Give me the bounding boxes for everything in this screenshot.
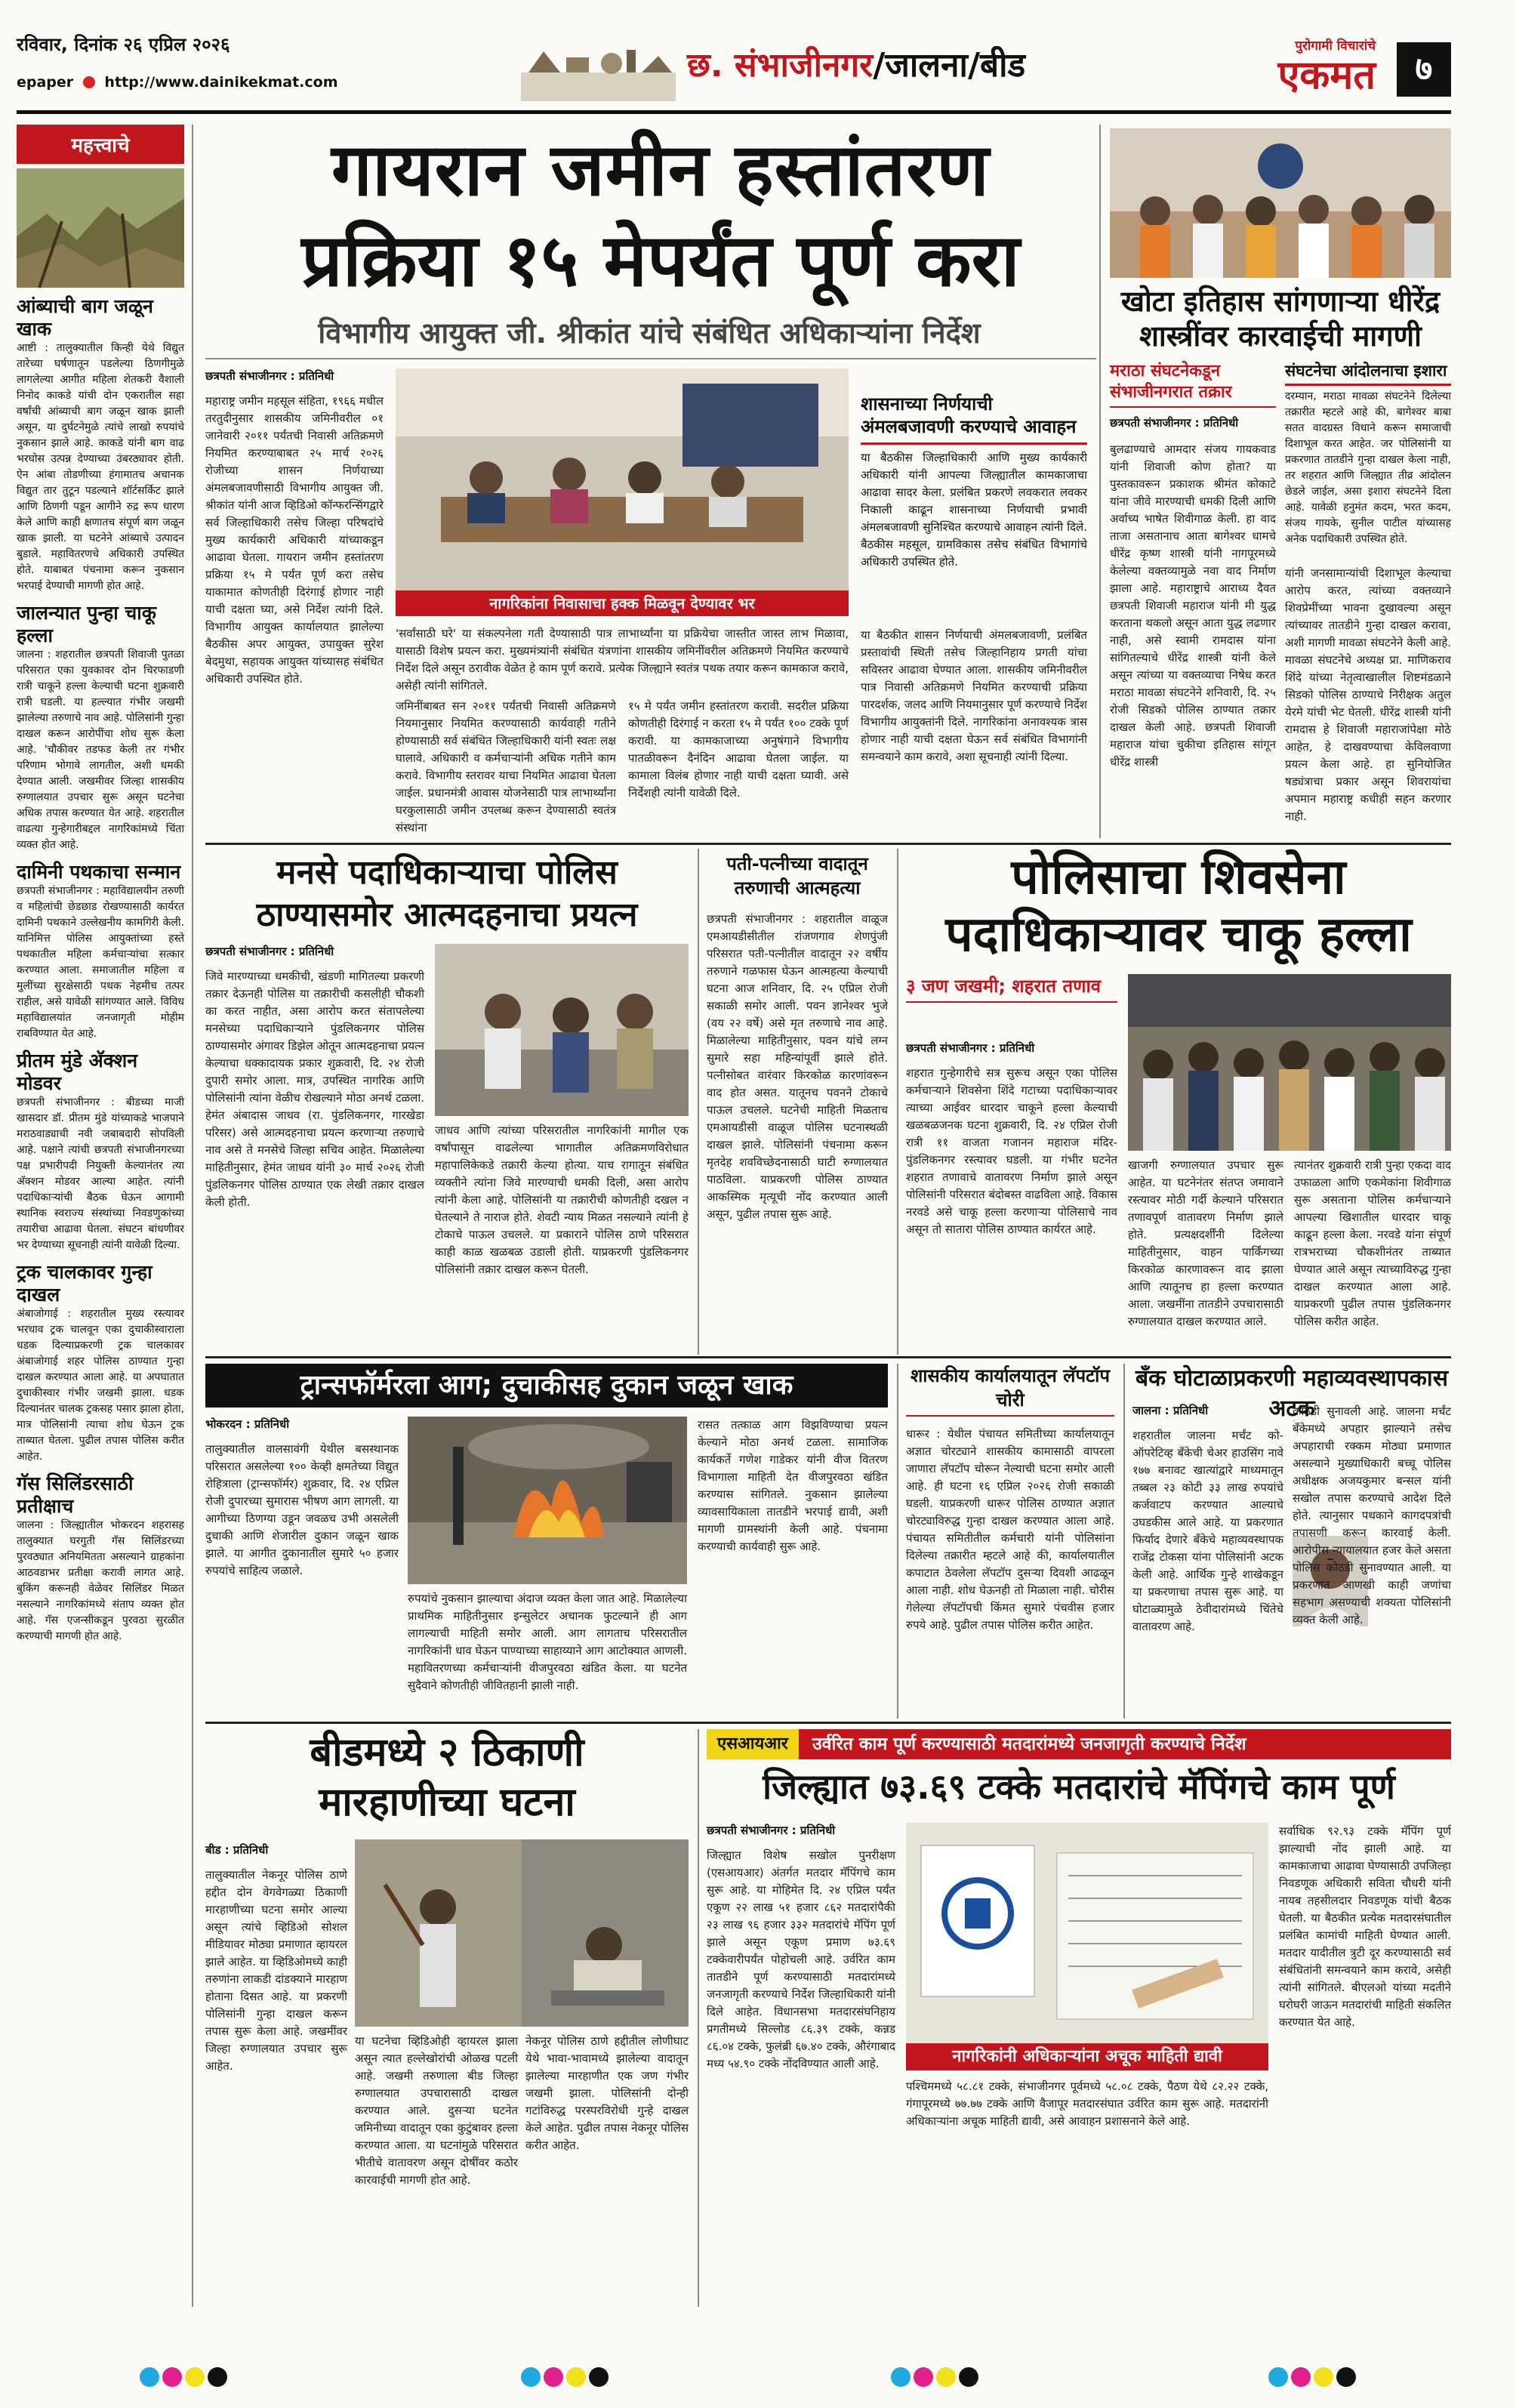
section-city-rest: /जालना/बीड xyxy=(873,46,1026,85)
lead-body-col-1: महाराष्ट्र जमीन महसूल संहिता, १९६६ मधील तरतुदीनुसार शासकीय जमिनीवरील ०१ जानेवारी २०११ पर्यंतची निवासी अतिक्रमणे नियमित करण्याबाबत २५ मार्च २०२६ रोजीच्या शासन निर्णयाच्या अंमलबजावणीसाठी विभागीय आयुक्त जी. श्रीकांत यांनी आज व्हिडिओ कॉन्फरन्सिंगद्वारे सर्व जिल्हाधिकारी तसेच जिल्हा परिषदांचे मुख्य कार्यकारी अधिकारी यांच्याकडून आढावा घेतला. गायरान जमीन हस्तांतरण प्रक्रिया १५ मे पर्यंत पूर्ण करा तसेच याकामात कोणतीही दिरंगाई होणार नाही याची दक्षता घ्या, असे निर्देश त्यांनी दिले. विभागीय आयुक्त कार्यालयात झालेल्या बैठकीस अपर आयुक्त, उपायुक्त सुरेश बेदमुथा, सहायक आयुक्त यांच्यासह संबंधित अधिकारी उपस्थित होते. xyxy=(205,394,384,686)
divider-5 xyxy=(1123,1364,1125,1719)
knife-body-col-3: त्यानंतर शुक्रवारी रात्री पुन्हा एकदा वाद उफाळला आणि एकमेकांना शिवीगाळ सुरू असताना पोलिस कर्मचाऱ्याने आपल्या खिशातील धारदार चाकू काढून हल्ला केला. नरवडे यांना संपूर्ण रात्रभराच्या चौकशीनंतर ताब्यात घेण्यात आले असून त्याच्याविरुद्ध गुन्हा दाखल करण्यात आला आहे. याप्रकरणी पुढील तपास पुंडलिकनगर पोलिस करीत आहेत. xyxy=(1294,1158,1451,1328)
voters-tag-line: उर्वरित काम पूर्ण करण्यासाठी मतदारांमध्ये जनजागृती करण्याचे निर्देश xyxy=(812,1734,1246,1754)
header-rule xyxy=(17,110,1451,114)
knife-crowd-photo xyxy=(1128,974,1451,1151)
sidebar-item xyxy=(17,1050,184,1253)
sidebar-title: महत्त्वाचे xyxy=(17,125,184,164)
cyan-dot xyxy=(891,2367,911,2387)
history-body-col-1: बुलढाण्याचे आमदार संजय गायकवाड यांनी शिवाजी कोण होता? या पुस्तकावरून प्रकाशक श्रीमंत कोकाटे यांना जीवे मारण्याची धमकी दिली आणि अर्वाच्य भाषेत शिवीगाळ केली. हा वाद ताजा असतानाच आता बागेश्वर धामचे धीरेंद्र कृष्ण शास्त्री यांनी नागपूरमध्ये केलेल्या वक्तव्यामुळे नवा वाद निर्माण झाला आहे. महाराष्ट्राचे आराध्य दैवत छत्रपती शिवाजी महाराज यांनी मी युद्ध करताना थकलो असून आता युद्ध लढणार नाही, असे स्वामी रामदास यांना सांगितल्याचे धीरेंद्र शास्त्री यांनी केले असून त्यांच्या या वक्तव्याचा निषेध करत मराठा मावळा संघटनेने शनिवारी, दि. २५ रोजी सिडको पोलिस ठाण्यात तक्रार दाखल केली आहे. छत्रपती शिवाजी महाराज यांचा चुकीचा इतिहास सांगून धीरेंद्र शास्त्री xyxy=(1110,442,1276,769)
voters-body-col-3: सर्वाधिक ९२.९३ टक्के मॅपिंग पूर्ण झाल्याची नोंद झाली आहे. या कामकाजाचा आढावा घेण्यासाठी उपजिल्हा निवडणूक अधिकारी सविता चौधरी यांनी नायब तहसीलदार निवडणूक यांची बैठक घेतली. या बैठकीत प्रत्येक मतदारसंघातील प्रलंबित कामांची माहिती घेण्यात आली. मतदार यादीतील त्रुटी दूर करण्यासाठी सर्व संबंधितांनी समन्वयाने काम करावे, असेही त्यांनी सांगितले. बीएलओ यांच्या मदतीने घरोघरी जाऊन मतदारांची माहिती संकलित करण्यात येत आहे. xyxy=(1279,1824,1451,2029)
sidebar-text: छत्रपती संभाजीनगर : महाविद्यालयीन तरुणी व महिलांची छेडछाड रोखण्यासाठी कार्यरत दामिनी पथकाने उल्लेखनीय कामगिरी केली. यानिमित्त पोलिस आयुक्तांच्या हस्ते पथकातील महिला कर्मचाऱ्यांचा सत्कार करण्यात आला. समाजातील महिला व मुलींच्या सुरक्षेसाठी पथक नेहमीच तत्पर राहील, असे यावेळी सांगण्यात आले. विविध महाविद्यालयांत जनजागृती मोहीम राबविण्यात येत आहे. xyxy=(17,885,184,1040)
transformer-body-col-1: तालुक्यातील वालसावंगी येथील बसस्थानक परिसरात असलेल्या १०० केव्ही क्षमतेच्या विद्युत रोहित्राला (ट्रान्सफॉर्मर) शुक्रवार, दि. २४ एप्रिल रोजी दुपारच्या सुमारास भीषण आग लागली. या आगीच्या ठिणग्या उडून जवळच उभी असलेली दुचाकी आणि शेजारील दुकान जळून खाक झाले. या आगीत दुकानातील सुमारे ५० हजार रुपयांचे साहित्य जळाले. xyxy=(205,1442,399,1577)
voters-byline: छत्रपती संभाजीनगर : प्रतिनिधी xyxy=(707,1824,836,1837)
cyan-dot xyxy=(1268,2367,1288,2387)
bank-headline: बँक घोटाळाप्रकरणी महाव्यवस्थापकास अटक xyxy=(1135,1365,1448,1422)
beed-headline-line-1: बीडमध्ये २ ठिकाणी xyxy=(310,1730,584,1775)
sidebar-item xyxy=(17,295,184,594)
divider-3 xyxy=(897,849,898,1355)
magenta-dot xyxy=(914,2367,933,2387)
website-url[interactable]: http://www.dainikekmat.com xyxy=(104,74,338,91)
sidebar-headline: जालन्यात पुन्हा चाकू हल्ला xyxy=(17,602,156,646)
sidebar-item xyxy=(17,861,184,1042)
bank-body-col-1: शहरातील जालना मर्चंट को- ऑपरेटिव्ह बँकेची चेअर हाउसिंग नावे १७७ बनावट खात्यांद्वारे माध्यमातून तब्बल २३ कोटी ३३ लाख रुपयांचे कर्जवाटप करण्यात आल्याचे उघडकीस आले आहे. या प्रकरणात फिर्याद देणारे बँकेचे महाव्यवस्थापक राजेंद्र टोकसा यांना पोलिसांनी अटक केली आहे. आर्थिक गुन्हे शाखेकडून या प्रकरणाचा तपास सुरू आहे. या घोटाळ्यामुळे ठेवीदारांमध्ये चिंतेचे वातावरण आहे. xyxy=(1132,1429,1283,1633)
sidebar-text: छत्रपती संभाजीनगर : बीडच्या माजी खासदार डॉ. प्रीतम मुंडे यांच्याकडे भाजपाने मराठवाड्याची नवी जबाबदारी सोपविली आहे. पक्षाने त्यांची छत्रपती संभाजीनगरच्या पक्ष प्रभारीपदी नियुक्ती केल्यानंतर त्या अ‍ॅक्शन मोडवर आल्या आहेत. त्यांनी पदाधिकाऱ्यांची बैठक घेऊन आगामी स्थानिक स्वराज्य संस्थांच्या निवडणुकांच्या तयारीचा आढावा घेतला. संघटन बांधणीवर भर देण्याच्या सूचनाही त्यांनी यावेळी दिल्या. xyxy=(17,1096,184,1251)
magenta-dot xyxy=(162,2367,182,2387)
lead-body-col-4: १५ मे पर्यंत जमीन हस्तांतरण करावी. सदरील प्रक्रिया कोणतीही दिरंगाई न करता १५ मे पर्यंत १०० टक्के पूर्ण करावी. या कामकाजाच्या अनुषंगाने विभागीय पातळीवरून दैनंदिन आढावा घेतला जाईल. या कामाला विलंब होणार नाही याची दक्षता घ्यावी. असे निर्देशही त्यांनी यावेळी दिले. xyxy=(628,699,849,800)
sidebar-divider xyxy=(192,125,193,2307)
lead-photo-caption: नागरिकांना निवासाचा हक्क मिळवून देण्यावर भर xyxy=(396,590,849,616)
self-immolation-body-col-1: जिवे मारण्याच्या धमकीची, खंडणी मागितल्या प्रकरणी तक्रार देऊनही पोलिस या तक्रारीची कसलीही चौकशी का करत नाहीत, असा आरोप करत संतापलेल्या मनसेच्या पदाधिकाऱ्याने पुंडलिकनगर पोलिस ठाण्यासमोर अंगावर डिझेल ओतून आत्मदहनाचा प्रयत्न केल्याचा धक्कादायक प्रकार शुक्रवारी, दि. २४ रोजी दुपारी समोर आला. मात्र, उपस्थित नागरिक आणि पोलिसांनी त्यांना वेळीच रोखल्याने मोठा अनर्थ टळला. हेमंत अंबादास जाधव (रा. पुंडलिकनगर, गारखेडा परिसर) असे आत्मदहनाचा प्रयत्न करणाऱ्या तरुणाचे नाव असे ते मनसेचे जिल्हा सचिव आहेत. मिळालेल्या माहितीनुसार, हेमंत जाधव यांनी ३० मार्च २०२६ रोजी पुंडलिकनगर पोलिस ठाण्यात एक लेखी तक्रार दाखल केली होती. xyxy=(205,970,424,1209)
sidebar-item xyxy=(17,1472,184,1645)
sidebar-text: जालना : शहरातील छत्रपती शिवाजी पुतळा परिसरात एका युवकावर दोन चिरफाडणी रात्री चाकूने हल्ला केल्याची घटना शुक्रवारी रात्री घडली. या हल्ल्यात गंभीर जखमी झालेल्या तरुणाचे नाव आहे. पोलिसांनी गुन्हा दाखल करून आरोपींचा शोध सुरू केला आहे. 'चौकीवर तडफड केली तर गंभीर परिणाम भोगावे लागतील, अशी धमकी देण्यात आली. जखमीवर जिल्हा शासकीय रुग्णालयात उपचार सुरू असून घटनेचा अधिक तपास करण्यात येत आहे. शहरातील वाढत्या गुन्हेगारीबद्दल नागरिकांमध्ये चिंता व्यक्त होत आहे. xyxy=(17,649,184,851)
sidebar-headline: गॅस सिलिंडरसाठी प्रतीक्षाच xyxy=(17,1472,134,1517)
knife-byline: छत्रपती संभाजीनगर : प्रतिनिधी xyxy=(906,1041,1035,1055)
self-immolation-photo xyxy=(435,944,689,1116)
lead-box-body: या बैठकीस जिल्हाधिकारी आणि मुख्य कार्यकारी अधिकारी यांनी आपल्या जिल्ह्यातील कामकाजाचा आढावा सादर केला. प्रलंबित प्रकरणे लवकरात लवकर निकाली काढून शासनाच्या निर्णयाची प्रभावी अंमलबजावणी सुनिश्चित करण्याचे आवाहन त्यांनी दिले. बैठकीस महसूल, ग्रामविकास तसेच संबंधित विभागांचे अधिकारी उपस्थित होते. xyxy=(861,451,1087,569)
sidebar-item xyxy=(17,1261,184,1465)
self-immolation-body-col-2: जाधव आणि त्यांच्या परिसरातील नागरिकांनी मागील एक वर्षांपासून वाढलेल्या भागातील अतिक्रमणविरोधात महापालिकेकडे तक्रारी केल्या होत्या. याच रागातून संबंधित व्यक्तीने त्यांना जिवे मारण्याची धमकी दिली, असा आरोप त्यांनी केला आहे. पोलिसांनी या तक्रारीची कोणतीही दखल न घेतल्याने ते नाराज होते. शेवटी न्याय मिळत नसल्याने त्यांनी हे टोकाचे पाऊल उचलले. या प्रकाराने पोलिस ठाणे परिसरात काही काळ खळबळ उडाली होती. याप्रकरणी पुंडलिकनगर पोलिसांनी तक्रार दाखल करून घेतली. xyxy=(435,1124,689,1276)
history-byline: छत्रपती संभाजीनगर : प्रतिनिधी xyxy=(1110,416,1239,430)
print-registration-marks xyxy=(0,2363,1516,2394)
sidebar-headline: ट्रक चालकावर गुन्हा दाखल xyxy=(17,1261,153,1306)
voters-form-photo xyxy=(906,1823,1268,2046)
divider-4 xyxy=(897,1364,898,1719)
knife-headline-line-1: पोलिसाचा शिवसेना xyxy=(1011,849,1346,905)
yellow-dot xyxy=(566,2367,586,2387)
yellow-dot xyxy=(185,2367,205,2387)
history-box-title: संघटनेचा आंदोलनाचा इशारा xyxy=(1285,361,1451,386)
suicide-body: छत्रपती संभाजीनगर : शहरातील वाळूज एमआयडीसीतील रांजणगाव शेणपुंजी परिसरात पती-पत्नीतील वादातून २२ वर्षीय तरुणाने गळफास घेऊन आत्महत्या केल्याची घटना आज शनिवार, दि. २५ एप्रिल रोजी सकाळी समोर आली. पवन ज्ञानेश्वर भुजे (वय २२ वर्षे) असे मृत तरुणाचे नाव आहे. मिळालेल्या माहितीनुसार, पवन यांचे लग्न सुमारे सहा महिन्यांपूर्वी झाले होते. पत्नीसोबत वारंवार किरकोळ कारणांवरून वाद होत असत. यातूनच पवनने टोकाचे पाऊल उचलले. घटनेची माहिती मिळताच एमआयडीसी वाळूज पोलिस घटनास्थळी दाखल झाले. पोलिसांनी पंचनामा करून मृतदेह शवविच्छेदनासाठी घाटी रुग्णालयात पाठविला. याप्रकरणी पोलिस ठाण्यात आकस्मिक मृत्यूची नोंद करण्यात आली असून, पुढील तपास सुरू आहे. xyxy=(707,912,888,1221)
epaper-link[interactable] xyxy=(17,74,338,91)
divider-2 xyxy=(698,849,699,1355)
voters-headline: जिल्ह्यात ७३.६९ टक्के मतदारांचे मॅपिंगचे काम पूर्ण xyxy=(763,1766,1395,1807)
history-box-body: दरम्यान, मराठा मावळा संघटनेने दिलेल्या तक्रारीत म्हटले आहे की, बागेश्वर बाबा सतत वादग्रस्त विधाने करून समाजाची दिशाभूल करत आहेत. जर पोलिसांनी या प्रकरणात तातडीने गुन्हा दाखल केला नाही, तर शहरात आणि जिल्ह्यात तीव्र आंदोलन छेडले जाईल, असा इशारा संघटनेने दिला आहे. यावेळी हनुमंत कदम, भरत कदम, संजय गायके, सुनील पाटील यांच्यासह अनेक पदाधिकारी उपस्थित होते. xyxy=(1285,390,1451,545)
row-rule-2 xyxy=(205,1356,1451,1358)
section-title xyxy=(687,41,1025,86)
cyan-dot xyxy=(140,2367,159,2387)
voters-tag-bar xyxy=(707,1729,1451,1759)
laptop-body: धारूर : येथील पंचायत समितीच्या कार्यालयातून अज्ञात चोरट्याने शासकीय कामासाठी वापरला जाणारा लॅपटॉप चोरून नेल्याची घटना समोर आली आहे. ही घटना १६ एप्रिल २०२६ रोजी सकाळी घडली. याप्रकरणी धारूर पोलिस ठाण्यात अज्ञात चोरट्याविरुद्ध गुन्हा दाखल करण्यात आला आहे. पंचायत समितीतील कर्मचारी यांनी पोलिसांना दिलेल्या तक्रारीत म्हटले आहे की, कार्यालयातील कपाटात ठेवलेला लॅपटॉप दुसऱ्या दिवशी आढळून आला नाही. शोध घेऊनही तो मिळाला नाही. चोरीस गेलेल्या लॅपटॉपची किंमत सुमारे पंचवीस हजार रुपये आहे. पुढील तपास पोलिस करीत आहेत. xyxy=(906,1427,1114,1632)
voters-tag: एसआयआर xyxy=(707,1729,799,1759)
lead-body-col-2: जमिनींबाबत सन २०११ पर्यंतची निवासी अतिक्रमणे नियमानुसार नियमित करण्यासाठी कार्यवाही गतीने होण्यासाठी सर्व संबंधित जिल्हाधिकारी यांनी स्वतः लक्ष घालावे. अधिकारी व कर्मचाऱ्यांनी अधिक गतीने काम करावे. विभागीय स्तरावर याचा नियमित आढावा घेतला जाईल. प्रधानमंत्री आवास योजनेसाठी पात्र लाभार्थ्यांना घरकुलासाठी जमीन उपलब्ध करून देण्यासाठी स्वतंत्र संस्थांना xyxy=(396,699,616,834)
bank-byline: जालना : प्रतिनिधी xyxy=(1132,1404,1209,1417)
history-headline: खोटा इतिहास सांगणाऱ्या धीरेंद्र शास्त्रींवर कारवाईची मागणी xyxy=(1120,285,1441,353)
globe-icon xyxy=(83,76,95,88)
magenta-dot xyxy=(1291,2367,1311,2387)
sidebar-headline: दामिनी पथकाचा सन्मान xyxy=(17,861,181,883)
sidebar-text: अंबाजोगाई : शहरातील मुख्य रस्त्यावर भरधाव ट्रक चालवून एका दुचाकीस्वाराला धडक दिल्याप्रकरणी ट्रक चालकावर अंबाजोगाई शहर पोलिस ठाण्यात गुन्हा दाखल करण्यात आला आहे. या अपघातात दुचाकीस्वार गंभीर जखमी झाला. धडक दिल्यानंतर चालक ट्रकसह पसार झाला होता, मात्र पोलिसांनी त्याचा शोध घेऊन ट्रक ताब्यात घेतला. पुढील तपास पोलिस करीत आहेत. xyxy=(17,1308,184,1463)
history-photo xyxy=(1110,128,1451,278)
bank-body-col-2: कोठडी सुनावली आहे. जालना मर्चंट बँकेमध्ये अपहार झाल्याने तसेच अपहाराची रक्कम मोठ्या प्रमाणात असल्याने मुख्याधिकारी बच्चू पोलिस अधीक्षक अजयकुमार बन्सल यांनी सखोल तपास करण्याचे आदेश दिले होते. त्यानुसार पथकाने कागदपत्रांची तपासणी करून कारवाई केली. आरोपीस न्यायालयात हजर केले असता पोलिस कोठडी सुनावण्यात आली. या प्रकरणात आणखी काही जणांचा सहभाग असण्याची शक्यता पोलिसांनी व्यक्त केली आहे. xyxy=(1293,1404,1451,1626)
laptop-headline: शासकीय कार्यालयातून लॅपटॉप चोरी xyxy=(906,1364,1114,1417)
voters-photo-caption: नागरिकांनी अधिकाऱ्यांना अचूक माहिती द्यावी xyxy=(906,2043,1268,2070)
black-dot xyxy=(1336,2367,1356,2387)
lead-byline: छत्रपती संभाजीनगर : प्रतिनिधी xyxy=(205,369,334,383)
sidebar-item xyxy=(17,602,184,853)
history-sidebox xyxy=(1285,361,1451,557)
transformer-body-col-2: रुपयांचे नुकसान झाल्याचा अंदाज व्यक्त केला जात आहे. मिळालेल्या प्राथमिक माहितीनुसार इन्सुलेटर अचानक फुटल्याने ही आग लागल्याची माहिती समोर आली. आग लागताच परिसरातील नागरिकांनी धाव घेऊन पाण्याच्या साहाय्याने आग आटोक्यात आणली. महावितरणच्या कर्मचाऱ्यांनी वीजपुरवठा खंडित केला. या घटनेत सुदैवाने कोणतीही जीवितहानी झाली नाही. xyxy=(408,1592,687,1692)
brand-name: एकमत xyxy=(1277,52,1376,98)
lead-subhead: विभागीय आयुक्त जी. श्रीकांत यांचे संबंधित अधिकाऱ्यांना निर्देश xyxy=(318,316,981,350)
sidebar-text: आष्टी : तालुक्यातील किन्ही येथे विद्युत तारेच्या घर्षणातून पडलेल्या ठिणगीमुळे लागलेल्या आगीत महिला शेतकरी वैशाली निनोद काकडे यांची दोन एकरातील सहा वर्षांची आंब्याची बाग जळून खाक झाली असून, या दुर्घटनेमुळे त्यांचे लाखो रुपयांचे नुकसान झाले आहे. काकडे यांनी बाग वाढ भरघोस उत्पन्न देण्याच्या उंबरठ्यावर होती. ऐन आंबा तोडणीच्या हंगामातच अचानक विद्युत तार तुटून पडल्याने शॉर्टसर्किट झाले आणि ठिणगी पडून आगीने रुद्र रूप धारण केले आणि काही क्षणातच संपूर्ण बाग जळून खाक झाली. या घटनेने आंब्याचे उत्पादन बुडाले. महावितरणचे अधिकारी उपस्थित होते. याबाबत पंचनामा करून नुकसान भरपाई देण्याची मागणी होत आहे. xyxy=(17,342,184,592)
city-collage xyxy=(521,42,676,101)
section-city: छ. संभाजीनगर xyxy=(687,46,874,85)
transformer-fire-photo xyxy=(408,1417,687,1584)
self-immolation-headline: मनसे पदाधिकाऱ्याचा पोलिस ठाण्यासमोर आत्मदहनाचा प्रयत्न xyxy=(256,853,638,934)
black-dot xyxy=(589,2367,609,2387)
beed-body-col-1: तालुक्यातील नेकनूर पोलिस ठाणे हद्दीत दोन वेगवेगळ्या ठिकाणी मारहाणीच्या घटना समोर आल्या असून त्यांचे व्हिडिओ सोशल मीडियावर मोठ्या प्रमाणात व्हायरल झाले आहेत. या व्हिडिओमध्ये काही तरुणांना लाकडी दांडक्याने मारहाण होताना दिसत आहे. या प्रकरणी पोलिसांनी गुन्हा दाखल करून तपास सुरू केला आहे. जखमींवर जिल्हा रुग्णालयात उपचार सुरू आहेत. xyxy=(205,1868,347,2073)
lead-meeting-photo xyxy=(396,368,849,595)
knife-body-col-2: खाजगी रुग्णालयात उपचार सुरू आहेत. या घटनेनंतर संतप्त जमावाने रस्त्यावर मोठी गर्दी केल्याने परिसरात तणावपूर्ण वातावरण निर्माण झाले होते. प्रत्यक्षदर्शींनी दिलेल्या माहितीनुसार, वाहन पार्किंगच्या किरकोळ कारणावरून वाद झाला आणि त्यातूनच हा हल्ला करण्यात आला. जखमींना तातडीने उपचारासाठी रुग्णालयात दाखल करण्यात आले. xyxy=(1128,1158,1283,1328)
beed-photo xyxy=(355,1839,689,2027)
sidebar-headline: प्रीतम मुंडे अ‍ॅक्शन मोडवर xyxy=(17,1050,138,1094)
brand-logo xyxy=(1208,36,1376,106)
transformer-headline: ट्रान्सफॉर्मरला आग; दुचाकीसह दुकान जळून खाक xyxy=(205,1364,888,1407)
voters-body-col-1: जिल्ह्यात विशेष सखोल पुनरीक्षण (एसआयआर) अंतर्गत मतदार मॅपिंगचे काम सुरू आहे. या मोहिमेत दि. २४ एप्रिल पर्यंत एकूण २२ लाख ५१ हजार ८६२ मतदारांपैकी २३ लाख ९६ हजार ३३२ मतदारांचे मॅपिंग पूर्ण झाले असून एकूण प्रमाण ७३.६९ टक्केवारीपर्यंत पोहोचली आहे. उर्वरित काम तातडीने पूर्ण करण्यासाठी मतदारांमध्ये जनजागृती करण्याचे निर्देश जिल्हाधिकारी यांनी दिले आहेत. विधानसभा मतदारसंघनिहाय प्रगतीमध्ये सिल्लोड ८६.३९ टक्के, कन्नड ८६.०४ टक्के, फुलंब्री ६७.४० टक्के, औरंगाबाद मध्य ५४.९० टक्के नोंदविण्यात आली आहे. xyxy=(707,1848,895,2070)
lead-sidebox xyxy=(861,393,1087,619)
brand-tagline: पुरोगामी विचारांचे xyxy=(1295,39,1376,54)
masthead xyxy=(0,0,1516,113)
lead-box-title: शासनाच्या निर्णयाची अंमलबजावणी करण्याचे आवाहन xyxy=(861,393,1087,445)
black-dot xyxy=(959,2367,978,2387)
sidebar-text: जालना : जिल्ह्यातील भोकरदन शहरासह तालुक्यात घरगुती गॅस सिलिंडरच्या पुरवठ्यात अनियमितता असल्याने ग्राहकांना आठवडाभर प्रतीक्षा करावी लागत आहे. बुकिंग करूनही वेळेवर सिलिंडर मिळत नसल्याने नागरिकांमध्ये संताप व्यक्त होत आहे. गॅस एजन्सीकडून पुरवठा सुरळीत करण्याची मागणी होत आहे. xyxy=(17,1519,184,1642)
page-number: ७ xyxy=(1397,42,1451,97)
lead-divider xyxy=(1099,125,1101,838)
lead-headline-line-2: प्रक्रिया १५ मेपर्यंत पूर्ण करा xyxy=(301,218,1020,303)
cyan-dot xyxy=(521,2367,541,2387)
knife-body-col-1: शहरात गुन्हेगारीचे सत्र सुरूच असून एका पोलिस कर्मचाऱ्याने शिवसेना शिंदे गटाच्या पदाधिकाऱ्यावर त्याच्या आईवर धारदार चाकूने हल्ला केल्याची खळबळजनक घटना शुक्रवारी, दि. २४ एप्रिल रोजी रात्री ११ वाजता गजानन महाराज मंदिर- पुंडलिकनगर रस्त्यावर घडली. या गंभीर घटनेत शहरात तणावाचे वातावरण निर्माण झाले असून पोलिसांनी परिसरात बंदोबस्त वाढविला आहे. विकास नरवडे असे चाकू हल्ला करणाऱ्या पोलिसाचे नाव असून तो सातारा पोलिस ठाण्यात कार्यरत आहे. xyxy=(906,1066,1117,1236)
self-immolation-byline: छत्रपती संभाजीनगर : प्रतिनिधी xyxy=(205,945,334,958)
lead-body-col-3: 'सर्वांसाठी घरे' या संकल्पनेला गती देण्यासाठी पात्र लाभार्थ्यांना या प्रक्रियेचा जास्तीत जास्त लाभ मिळावा, यासाठी विशेष प्रयत्न करा. मुख्यमंत्र्यांनी संबंधित यंत्रणांना शासकीय जमिनींवरील अतिक्रमणे नियमित करण्याचे निर्देश दिले असून ठरावीक वेळेत हे काम पूर्ण करावे. प्रत्येक जिल्ह्याने स्वतंत्र पथक तयार करून कामकाज करावे, असेही त्यांनी सांगितले. xyxy=(396,627,849,692)
sidebar xyxy=(17,125,184,2307)
history-subhead: मराठा संघटनेकडून संभाजीनगरात तक्रार xyxy=(1110,361,1276,408)
row-rule-3 xyxy=(205,1722,1451,1724)
yellow-dot xyxy=(936,2367,956,2387)
beed-body-col-3: नेकनूर पोलिस ठाणे हद्दीतील लोणीघाट येथे भावा-भावामध्ये झालेल्या वादातून झालेल्या मारहाणीत एक जण गंभीर जखमी झाला. पोलिसांनी दोन्ही गटांविरुद्ध परस्परविरोधी गुन्हे दाखल केले आहेत. पुढील तपास नेकनूर पोलिस करीत आहेत. xyxy=(525,2034,689,2152)
history-body-col-2: यांनी जनसामान्यांची दिशाभूल केल्याचा आरोप करत, त्यांच्या वक्तव्याने शिवप्रेमींच्या भावना दुखावल्या असून त्यांच्यावर तातडीने गुन्हा दाखल करावा, अशी मागणी मावळा संघटनेने केली आहे. मावळा संघटनेचे अध्यक्ष प्रा. माणिकराव शिंदे यांच्या नेतृत्वाखालील शिष्टमंडळाने सिडको पोलिस ठाण्याचे निरीक्षक अतुल येरमे यांची भेट घेतली. धीरेंद्र शास्त्री यांनी रामदास हे शिवाजी महाराजांपेक्षा मोठे आहेत, हे दाखवण्याचा केविलवाणा प्रयत्न केला आहे. हा सुनियोजित षड्यंत्राचा प्रकार असून शिवरायांचा अपमान महाराष्ट्र कधीही सहन करणार नाही. xyxy=(1285,566,1451,823)
divider-6 xyxy=(698,1729,699,2307)
knife-subhead: ३ जण जखमी; शहरात तणाव xyxy=(906,974,1117,1003)
issue-date: रविवार, दिनांक २६ एप्रिल २०२६ xyxy=(17,34,230,55)
beed-body-col-2: या घटनेचा व्हिडिओही व्हायरल झाला असून त्यात हल्लेखोरांची ओळख पटली आहे. जखमी तरुणाला बीड जिल्हा रुग्णालयात उपचारासाठी दाखल करण्यात आले. दुसऱ्या घटनेत जमिनीच्या वादातून एका कुटुंबावर हल्ला करण्यात आला. या घटनांमुळे परिसरात भीतीचे वातावरण असून दोषींवर कठोर कारवाईची मागणी होत आहे. xyxy=(355,2034,518,2187)
magenta-dot xyxy=(544,2367,563,2387)
voters-body-col-2: पश्चिममध्ये ५८.८१ टक्के, संभाजीनगर पूर्वमध्ये ५८.०८ टक्के, पैठण येथे ८२.२२ टक्के, गंगापूरमध्ये ७७.७७ टक्के आणि वैजापूर मतदारसंघात उर्वरित काम सुरू आहे. मतदारांनी अधिकाऱ्यांना अचूक माहिती द्यावी, असे आवाहन प्रशासनाने केले आहे. xyxy=(906,2080,1268,2128)
black-dot xyxy=(208,2367,227,2387)
row-rule-1 xyxy=(205,843,1451,845)
transformer-body-col-3: रासत तत्काळ आग विझविण्याचा प्रयत्न केल्याने मोठा अनर्थ टळला. सामाजिक कार्यकर्ते गणेश गाडेकर यांनी वीज वितरण विभागाला माहिती देत वीजपुरवठा खंडित करण्यास सांगितले. नुकसान झालेल्या व्यावसायिकाला तातडीने भरपाई द्यावी, अशी मागणी ग्रामस्थांनी केली आहे. पंचनामा करण्याची कार्यवाही सुरू आहे. xyxy=(698,1418,888,1553)
yellow-dot xyxy=(1314,2367,1333,2387)
epaper-label: epaper xyxy=(17,74,74,91)
lead-subhead-rule xyxy=(205,358,1096,359)
knife-headline-line-2: पदाधिकाऱ्यावर चाकू हल्ला xyxy=(945,907,1412,963)
sidebar-headline: आंब्याची बाग जळून खाक xyxy=(17,295,153,340)
lead-body-col-5: या बैठकीत शासन निर्णयाची अंमलबजावणी, प्रलंबित प्रस्तावांची स्थिती तसेच जिल्हानिहाय प्रगती यांचा सविस्तर आढावा घेण्यात आला. शासकीय जमिनीवरील पात्र निवासी अतिक्रमणे नियमित करण्याची प्रक्रिया पारदर्शक, जलद आणि नियमानुसार पूर्ण करण्याचे निर्देश विभागीय आयुक्तांनी दिले. नागरिकांना अनावश्यक त्रास होणार नाही याची दक्षता घेऊन सर्व संबंधित विभागांनी समन्वयाने काम करावे, अशा सूचनाही त्यांनी दिल्या. xyxy=(861,628,1087,763)
sidebar-mango-photo xyxy=(17,168,184,288)
beed-headline-line-2: मारहाणीच्या घटना xyxy=(319,1780,575,1825)
transformer-byline: भोकरदन : प्रतिनिधी xyxy=(205,1417,290,1431)
sidebar-stories xyxy=(17,295,184,1645)
beed-byline: बीड : प्रतिनिधी xyxy=(205,1843,269,1857)
suicide-headline: पती-पत्नीच्या वादातून तरुणाची आत्महत्या xyxy=(726,853,868,899)
lead-headline-line-1: गायरान जमीन हस्तांतरण xyxy=(331,128,990,212)
